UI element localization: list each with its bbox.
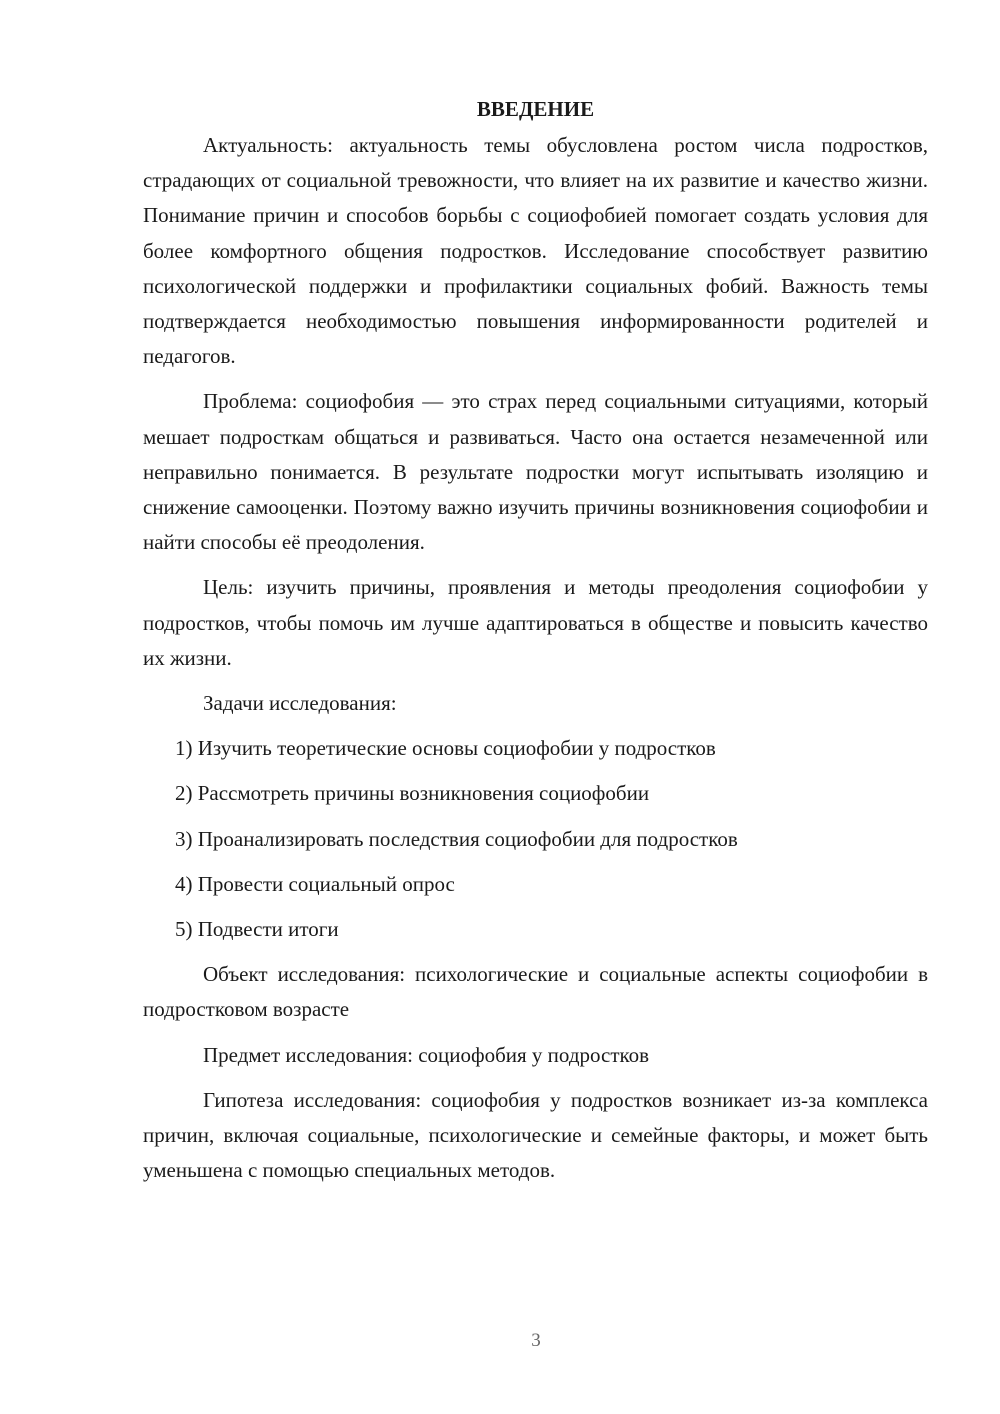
task-item: 4) Провести социальный опрос: [175, 871, 455, 896]
problem-paragraph: Проблема: социофобия — это страх перед социальными ситуациями, который мешает подросткам общаться и развиваться. Часто она остается незамеченной или неправильно понимается. В результате подростки могут испытывать изоляцию и снижение самооценки. Поэтому важно изучить причины возникновения социофобии и найти способы её преодоления.: [143, 389, 928, 555]
subject-paragraph: Предмет исследования: социофобия у подростков: [203, 1042, 650, 1067]
object-paragraph: Объект исследования: психологические и социальные аспекты социофобии в подростковом возрасте: [143, 962, 928, 1022]
tasks-list: [143, 731, 928, 947]
relevance-paragraph: Актуальность: актуальность темы обусловлена ростом числа подростков, страдающих от социальной тревожности, что влияет на их развитие и качество жизни. Понимание причин и способов борьбы с социофобией помогает создать условия для более комфортного общения подростков. Исследование способствует развитию психологической поддержки и профилактики социальных фобий. Важность темы подтверждается необходимостью повышения информированности родителей и педагогов.: [143, 133, 928, 369]
task-item: 2) Рассмотреть причины возникновения социофобии: [175, 781, 650, 806]
goal-paragraph: Цель: изучить причины, проявления и методы преодоления социофобии у подростков, чтобы помочь им лучше адаптироваться в обществе и повысить качество их жизни.: [143, 575, 928, 670]
task-item: 3) Проанализировать последствия социофобии для подростков: [175, 826, 738, 851]
task-item: 1) Изучить теоретические основы социофобии у подростков: [175, 736, 716, 761]
page-content: [143, 92, 928, 1198]
task-item: 5) Подвести итоги: [175, 917, 339, 942]
hypothesis-paragraph: Гипотеза исследования: социофобия у подростков возникает из-за комплекса причин, включая социальные, психологические и семейные факторы, и может быть уменьшена с помощью специальных методов.: [143, 1087, 928, 1183]
section-heading: ВВЕДЕНИЕ: [476, 97, 595, 121]
tasks-title: Задачи исследования:: [203, 691, 397, 716]
page-number: 3: [531, 1330, 541, 1351]
